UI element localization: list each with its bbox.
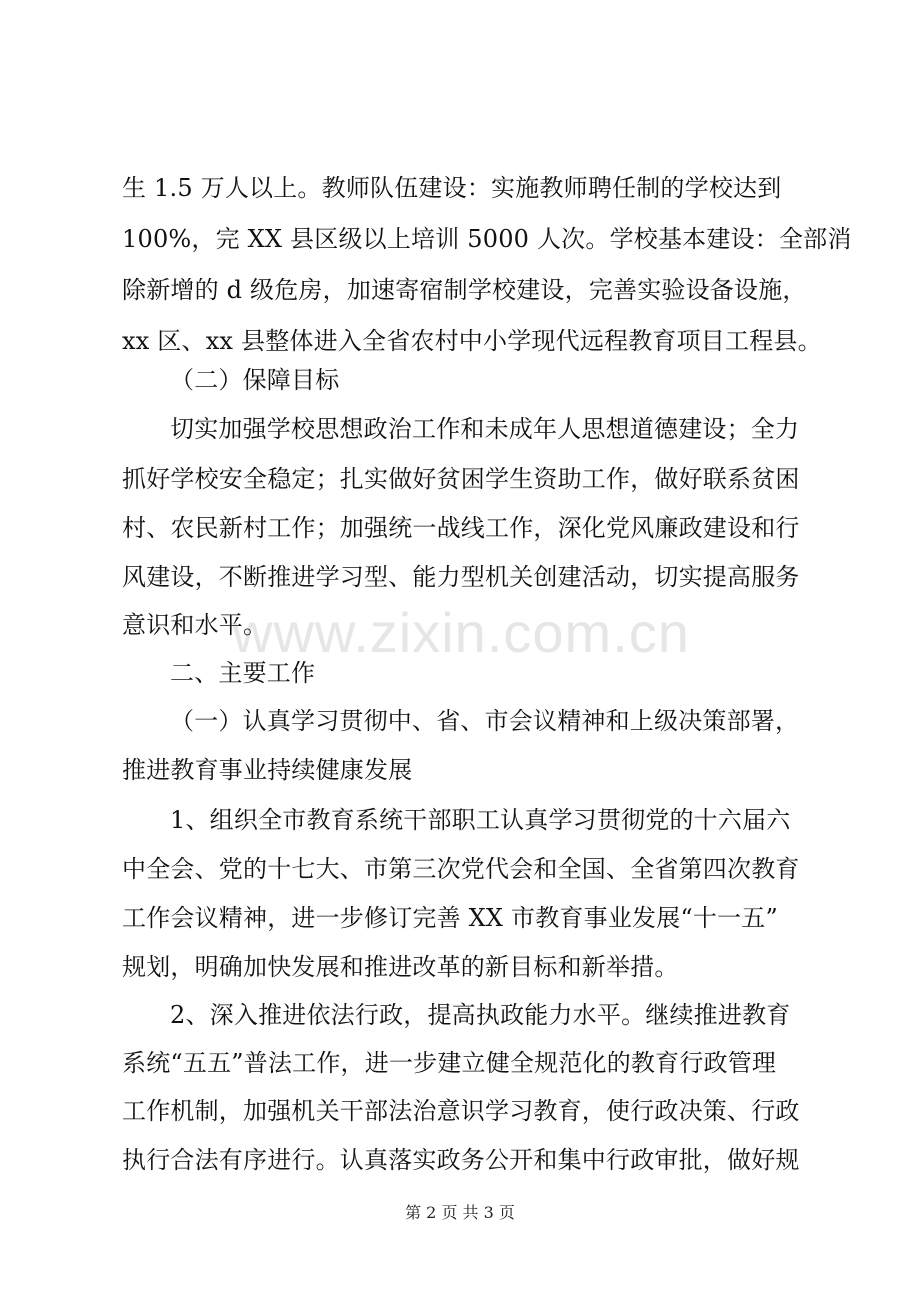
body-line: 100%，完 XX 县区级以上培训 5000 人次。学校基本建设：全部消 bbox=[122, 225, 852, 253]
page-footer: 第 2 页 共 3 页 bbox=[405, 1203, 515, 1222]
body-line: xx 区、xx 县整体进入全省农村中小学现代远程教育项目工程县。 bbox=[122, 327, 822, 355]
body-line: 中全会、党的十七大、市第三次党代会和全国、全省第四次教育 bbox=[122, 855, 800, 883]
body-line: 村、农民新村工作；加强统一战线工作，深化党风廉政建设和行 bbox=[122, 514, 800, 542]
body-line: 规划，明确加快发展和推进改革的新目标和新举措。 bbox=[122, 953, 679, 981]
body-line: 意识和水平。 bbox=[122, 611, 268, 639]
paragraph-first-line: 2、深入推进依法行政，提高执政能力水平。继续推进教育 bbox=[170, 1001, 791, 1029]
body-line: 风建设，不断推进学习型、能力型机关创建活动，切实提高服务 bbox=[122, 563, 800, 591]
body-line: 工作机制，加强机关干部法治意识学习教育，使行政决策、行政 bbox=[122, 1097, 800, 1125]
watermark-text: www.zixin.com.cn bbox=[232, 601, 690, 664]
section-heading: （二）保障目标 bbox=[170, 366, 340, 394]
body-line: 执行合法有序进行。认真落实政务公开和集中行政审批，做好规 bbox=[122, 1146, 800, 1174]
section-heading: 二、主要工作 bbox=[170, 659, 316, 687]
subsection-heading-cont: 推进教育事业持续健康发展 bbox=[122, 756, 413, 784]
subsection-heading: （一）认真学习贯彻中、省、市会议精神和上级决策部署， bbox=[170, 707, 800, 735]
body-line: 工作会议精神，进一步修订完善 XX 市教育事业发展“十一五” bbox=[122, 904, 778, 932]
body-line: 抓好学校安全稳定；扎实做好贫困学生资助工作，做好联系贫困 bbox=[122, 465, 800, 493]
body-line: 生 1.5 万人以上。教师队伍建设：实施教师聘任制的学校达到 bbox=[122, 174, 782, 202]
body-line: 系统“五五”普法工作，进一步建立健全规范化的教育行政管理 bbox=[122, 1049, 777, 1077]
paragraph-first-line: 切实加强学校思想政治工作和未成年人思想道德建设；全力 bbox=[170, 415, 800, 443]
body-line: 除新增的 d 级危房，加速寄宿制学校建设，完善实验设备设施， bbox=[122, 276, 807, 304]
paragraph-first-line: 1、组织全市教育系统干部职工认真学习贯彻党的十六届六 bbox=[170, 806, 791, 834]
